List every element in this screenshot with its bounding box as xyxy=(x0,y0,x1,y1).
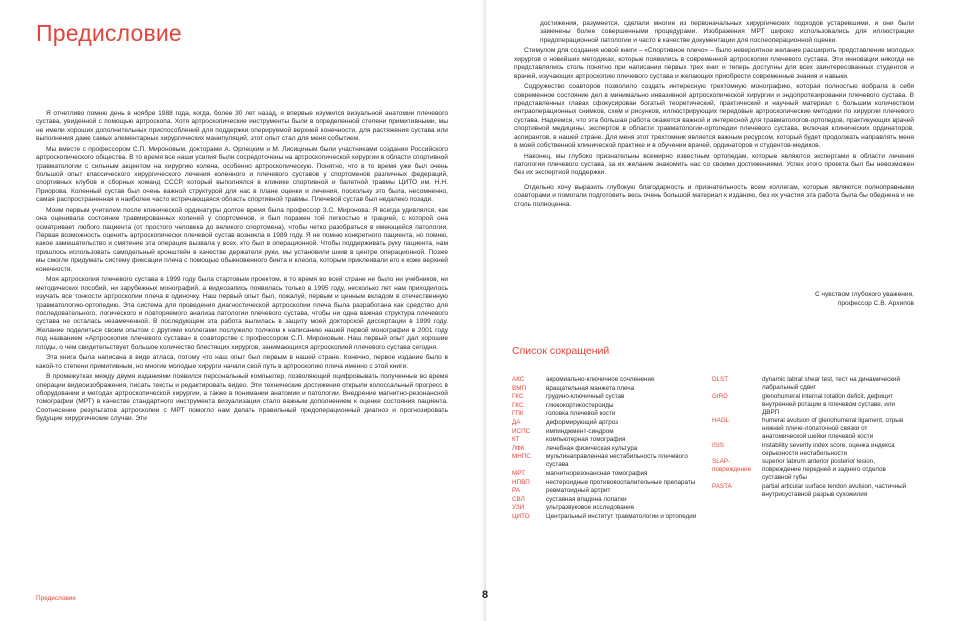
abbreviation-term: НПВП xyxy=(512,478,530,486)
continuation-block xyxy=(514,20,914,45)
abbreviation-term: МРТ xyxy=(512,469,526,477)
left-page xyxy=(0,0,484,621)
abbreviation-row xyxy=(512,487,702,495)
abbreviation-term: МНПС xyxy=(512,453,531,461)
abbreviation-row xyxy=(512,428,702,436)
preface-paragraph: Моя артроскопия плечевого сустава в 1999 году была стартовым проектом, в то время во всей стране не было ни учебников, ни методических пособий, ни зарубежных монографий, а видеозапись появилась только в 1995 году, несколько лет нам приходилось изучать все тонкости артроскопии плеча в одиночку. Наш первый опыт был, пожалуй, первым и ценным вкладом в отечественную травматологию-ортопедию. Эта система для проведения диагностической артроскопии плеча была разработана как средство для последовательного, логического и повторяемого анализа патологии плечевого сустава, чтобы ни одна важная структура плечевого сустава не осталась незамеченной. В последующем эта работа вылилась в защиту моей докторской диссертации в 1999 году. Желание поделиться своим опытом с другими коллегами послужило толчком к написанию нашей первой монографии в 2001 году под названием «Артроскопия плечевого сустава» в соавторстве с профессором С.П. Мироновым. Наш первый опыт дал хорошие плоды, о чем свидетельствует большое количество блестящих хирургов, занимающихся артроскопией плечевого сустава сегодня. xyxy=(36,276,448,351)
abbreviation-row xyxy=(512,445,702,453)
abbreviation-row xyxy=(512,402,702,410)
abbreviation-definition: glenohumeral internal rotation deficit, дефицит внутренней ротации в плечевом суставе, или ДВРП xyxy=(762,392,895,416)
abbreviation-term: ГПК xyxy=(512,410,524,418)
signature-author: профессор С.В. Архипов xyxy=(837,300,914,307)
abbreviations-title: Список сокращений xyxy=(512,345,610,357)
abbreviation-definition: компьютерная томография xyxy=(546,436,626,444)
abbreviation-definition: глюкокортикостероиды xyxy=(546,401,614,409)
abbreviations-column-2 xyxy=(712,376,912,500)
abbreviation-row xyxy=(712,483,912,499)
right-page xyxy=(486,0,970,621)
abbreviation-row xyxy=(512,436,702,444)
abbreviation-term: ЛФК xyxy=(512,444,525,452)
abbreviation-row xyxy=(712,417,912,441)
preface-paragraph: Содружество соавторов позволило создать интересную трехтомную монографию, которая полностью вобрала в себя современное состояние дел в минимально инвазивной артроскопической хирургии и эндопротезировании плечевого сустава. В представленных главах сфокусирован богатый теоретический, практический и научный материал с большим количеством интраоперационных снимков, схем и рисунков, иллюстрирующих передовые артроскопические методики по хирургии плечевого сустава. Надеемся, что эта большая работа окажется важной и интересной для травматологов-ортопедов, практикующих врачей спортивной медицины, экспертов в области травматологии-ортопедии плечевого сустава, включая клинических ординаторов, аспирантов, в нашей стране. Для меня этот трехтомник является важным ресурсом, который будет продолжать направлять меня в моей собственной клинической практике и в обучении врачей, ординаторов и студентов-медиков. xyxy=(514,83,914,150)
abbreviation-definition: ультразвуковое исследование xyxy=(546,504,635,512)
preface-paragraph: В промежутках между двумя изданиями появился персональный компьютер, позволяющий оцифровывать полученные во время операции видеоизображения, писать тексты и редактировать видео. Эти технические достижения открыли колоссальный прогресс в оборудовании и методах артроскопической хирургии, а также в понимании анатомии и патологии. Внедрение магнитно-резонансной томографии (МРТ) в качестве стандартного инструмента визуализации стало важным дополнением к оценке состояния пациента. Соотнесение результатов артроскопии с МРТ помогло нам делать правильный предоперационный диагноз и прогнозировать будущие хирургические случаи. Эти xyxy=(36,373,448,423)
abbreviation-row xyxy=(512,419,702,427)
abbreviation-row xyxy=(512,376,702,384)
abbreviation-definition: суставная впадина лопатки xyxy=(546,495,627,503)
signature xyxy=(514,290,914,308)
preface-paragraph: Наконец, мы глубоко признательны всемирно известным ортопедам, которые являются экспертами в области лечения патологии плечевого сустава, за их желание знакомить нас со своими достижениями. Успех этого проекта был бы невозможен без их экспертной поддержки. xyxy=(514,152,914,177)
abbreviation-definition: humeral avulsion of glenohumeral ligament, отрыв нижней плече-лопаточной связки от анатомической шейки плечевой кости xyxy=(762,417,904,441)
abbreviation-definition: головка плечевой кости xyxy=(546,410,616,418)
abbreviation-definition: ревматоидный артрит xyxy=(546,487,611,495)
abbreviation-definition: лечебная физическая культура xyxy=(546,444,638,452)
preface-paragraph: Мы вместе с профессором С.П. Мироновым, докторами А. Орлецким и М. Лисициным были участниками создания Российского артроскопического общества. В то время все наши усилия были сосредоточены на артроскопической хирургии в области спортивной травматологии с сильным акцентом на хирургию колена, особенно артроскопическую. Понятно, что в то время уже был очень большой опыт классического хирургического лечения коленного и плечевого суставов у спортсменов различных федераций, спортивных клубов и сборных команд СССР, который выполнялся в клинике спортивной и балетной травмы ЦИТО им. Н.Н. Приорова. Коленный сустав был очень важной структурой для нас в плане оценки и лечения, поскольку это была, несомненно, самая распространенная и наиболее часто встречающаяся область спортивной травмы. Плечевой сустав был недалеко позади. xyxy=(36,145,448,204)
abbreviation-definition: instability severity index score, оценка индекса серьезности нестабильности xyxy=(762,441,895,457)
abbreviation-row xyxy=(512,504,702,512)
preface-paragraph: достижения, разумеется, сделали многие из первоначальных хирургических подходов устаревшими, и они были заменены более совершенными процедурами. Изображения МРТ широко использовались для иллюстрации предоперационной патологии и часто в качестве документации для послеоперационной оценки. xyxy=(540,20,914,44)
abbreviation-row xyxy=(712,376,912,392)
abbreviation-term: ISIS xyxy=(712,441,724,449)
preface-paragraph: Стимулом для создания новой книги – «Спортивное плечо» – было невероятное желание расширить представление молодых хирургов о новейших методиках, которые появились в современной артроскопии плечевого сустава. Эти инновации никогда не представлялись столь понятно при написании первых трех книг и теперь доступны для всех заинтересованных студентов и врачей, изучающих артроскопию плечевого сустава и желающих приобрести современные знания и навыки. xyxy=(514,47,914,80)
abbreviation-term: ВМП xyxy=(512,384,526,392)
abbreviation-definition: partial articular surface tendon avulsion, частичный внутрисуставной разрыв сухожилия xyxy=(762,482,907,498)
preface-paragraph: Я отчетливо помню день в ноябре 1988 года, когда, более 30 лет назад, я впервые изумился визуальной анатомии плечевого сустава, увиденной с помощью артроскопа. Хотя артроскопические инструменты были в определенной степени примитивными, мы не имели хороших дополнительных приспособлений для поддержки оперируемой верхней конечности, для растяжения сустава или выполнения даже самых элементарных хирургических манипуляций, этот опыт стал для меня событием. xyxy=(36,110,448,143)
abbreviation-term: GIRD xyxy=(712,392,728,400)
abbreviation-row xyxy=(512,410,702,418)
abbreviation-row xyxy=(512,479,702,487)
abbreviation-row xyxy=(712,458,912,482)
abbreviation-definition: деформирующий артроз xyxy=(546,418,619,426)
abbreviation-term: DLST xyxy=(712,376,729,383)
preface-paragraph: Эта книга была написана в виде атласа, потому что наш опыт был первым в нашей стране. Конечно, первое издание было в какой-то степени примитивным, но многие молодые хирурги начали свой путь в артроскопию плеча именно с этой книги. xyxy=(36,354,448,370)
preface-body-right xyxy=(514,20,914,211)
abbreviation-definition: вращательная манжета плеча xyxy=(546,384,635,392)
abbreviation-row xyxy=(512,470,702,478)
abbreviation-term: ГКС xyxy=(512,393,524,401)
abbreviation-term: HAGL xyxy=(712,417,730,425)
abbreviation-term: SLAP-повреждение xyxy=(712,458,752,474)
abbreviation-term: КТ xyxy=(512,436,520,444)
abbreviations-column-1 xyxy=(512,376,702,522)
abbreviation-term: ДА xyxy=(512,418,521,426)
abbreviation-row xyxy=(512,453,702,469)
abbreviation-term: УЗИ xyxy=(512,504,525,512)
abbreviation-term: ЦИТО xyxy=(512,512,530,520)
page-number: 8 xyxy=(481,589,489,601)
abbreviation-definition: магнитнорезонансная томография xyxy=(546,469,648,477)
abbreviation-term: ГКС xyxy=(512,401,524,409)
abbreviation-term: РА xyxy=(512,487,520,495)
abbreviation-term: АКС xyxy=(512,376,525,383)
abbreviation-definition: dynamic labral shear test, тест на динамический лабральный сдвиг xyxy=(762,376,901,391)
abbreviation-definition: superior labrum anterior posterior lesion, повреждение передней и заднего отделов суставной губы xyxy=(762,458,886,482)
running-footer: Предисловие xyxy=(36,595,76,602)
page-title: Предисловие xyxy=(36,20,182,46)
abbreviation-term: PASTA xyxy=(712,482,732,490)
abbreviation-row xyxy=(512,385,702,393)
abbreviation-definition: импинджмент-синдром xyxy=(546,427,614,435)
abbreviation-row xyxy=(512,393,702,401)
abbreviation-row xyxy=(512,496,702,504)
preface-paragraph: Моим первым учителем после клинической ординатуры долгое время была профессор З.С. Миронова. Я всегда удивлялся, как она оценивала состояние травмированных коленей у спортсменов, и был поражен той легкостью и грацией, с которой она осматривает любого пациента (от простого человека до великого спортсмена), чтобы четко разобраться в имеющейся патологии. Первая возможность оценить артроскопически плечевой сустав возникла в 1989 году. Я не помню конкретного пациента, но помню, какое замешательство и смятение эта операция вызвала у всех, кто был в операционной. Чтобы поддерживать руку пациента, нам пришлось использовать самодельный кронштейн в качестве держателя руки, мы установили шкив в центре операционной. Позже мы смогли придумать систему фиксации плеча с помощью обыкновенного бинта и клеола, которым приклеивали его к коже верхней конечности. xyxy=(36,206,448,273)
abbreviation-definition: грудино-ключичный сустав xyxy=(546,393,625,401)
abbreviation-row xyxy=(712,442,912,458)
preface-body-left xyxy=(36,110,448,426)
abbreviation-definition: мультинаправленная нестабильность плечевого сустава xyxy=(546,453,688,469)
abbreviation-definition: акромиально-ключичное сочленение xyxy=(546,376,655,383)
abbreviation-row xyxy=(512,513,702,521)
abbreviation-definition: Центральный институт травматологии и ортопедии xyxy=(546,512,697,520)
preface-paragraph: Отдельно хочу выразить глубокую благодарность и признательность всем коллегам, которые являются полноправными соавторами и помогали подготовить весь очень большой материал к изданию, без их участия эта работа была бы обеднена и не столь полноценна. xyxy=(514,183,914,208)
abbreviation-definition: нестероидные противовоспалительные препараты xyxy=(546,478,696,486)
abbreviation-term: СВЛ xyxy=(512,495,525,503)
abbreviation-term: ИСПС xyxy=(512,427,531,435)
abbreviation-row xyxy=(712,393,912,417)
signature-line: С чувством глубокого уважения, xyxy=(814,291,914,298)
